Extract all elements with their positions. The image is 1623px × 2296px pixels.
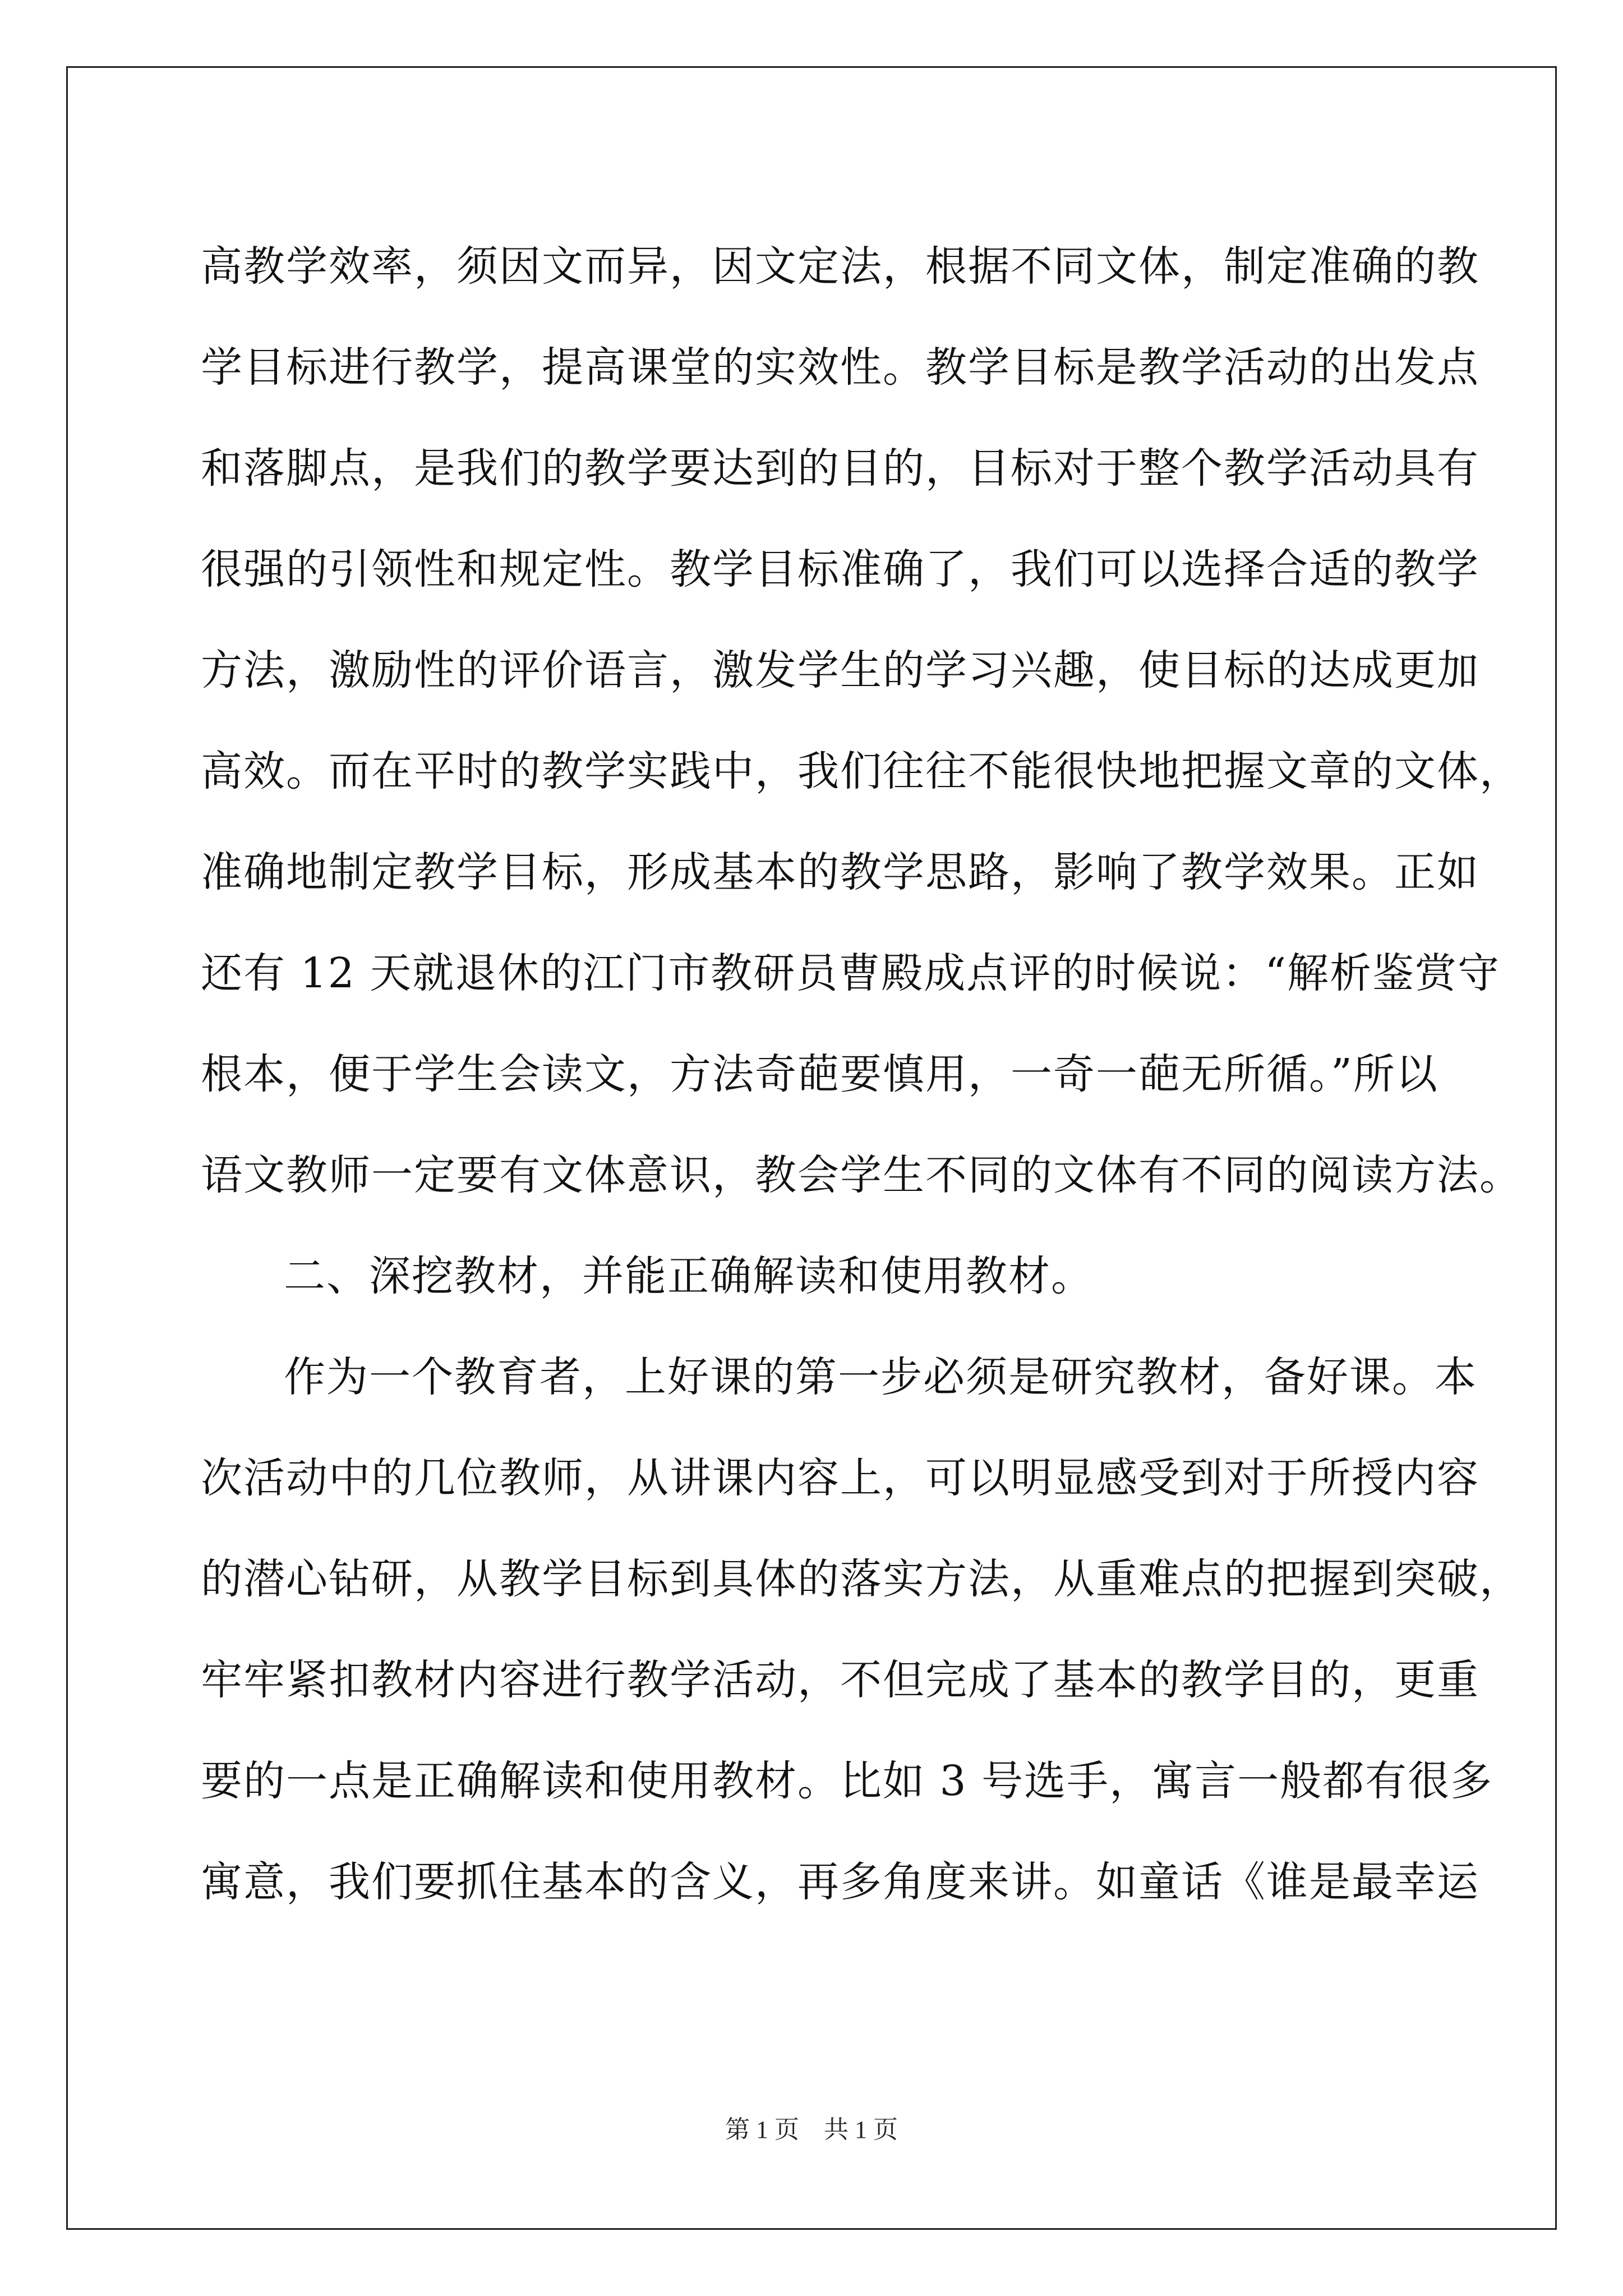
text-line: 还有 12 天就退休的江门市教研员曹殿成点评的时候说：“解析鉴赏守 bbox=[201, 949, 1501, 997]
document-body bbox=[201, 216, 1522, 1932]
text-line: 语文教师一定要有文体意识，教会学生不同的文体有不同的阅读方法。 bbox=[201, 1151, 1522, 1199]
text-line: 高教学效率，须因文而异，因文定法，根据不同文体，制定准确的教 bbox=[201, 242, 1479, 291]
text-line: 寓意，我们要抓住基本的含义，再多角度来讲。如童话《谁是最幸运 bbox=[201, 1858, 1479, 1906]
text-line: 很强的引领性和规定性。教学目标准确了，我们可以选择合适的教学 bbox=[201, 545, 1479, 593]
text-line: 次活动中的几位教师，从讲课内容上，可以明显感受到对于所授内容 bbox=[201, 1454, 1479, 1502]
text-line: 准确地制定教学目标，形成基本的教学思路，影响了教学效果。正如 bbox=[201, 848, 1479, 896]
text-line: 作为一个教育者，上好课的第一步必须是研究教材，备好课。本 bbox=[284, 1353, 1477, 1401]
text-line: 要的一点是正确解读和使用教材。比如 3 号选手，寓言一般都有很多 bbox=[201, 1757, 1493, 1805]
text-line: 二、深挖教材，并能正确解读和使用教材。 bbox=[284, 1252, 1094, 1300]
text-line: 方法，激励性的评价语言，激发学生的学习兴趣，使目标的达成更加 bbox=[201, 646, 1479, 694]
page-footer: 第 1 页 共 1 页 bbox=[725, 2116, 898, 2143]
text-line: 和落脚点，是我们的教学要达到的目的，目标对于整个教学活动具有 bbox=[201, 444, 1479, 493]
text-line: 的潜心钻研，从教学目标到具体的落实方法，从重难点的把握到突破， bbox=[201, 1555, 1522, 1603]
text-line: 学目标进行教学，提高课堂的实效性。教学目标是教学活动的出发点 bbox=[201, 343, 1479, 392]
text-line: 牢牢紧扣教材内容进行教学活动，不但完成了基本的教学目的，更重 bbox=[201, 1656, 1479, 1704]
text-line: 高效。而在平时的教学实践中，我们往往不能很快地把握文章的文体， bbox=[201, 747, 1522, 795]
text-line: 根本，便于学生会读文，方法奇葩要慎用，一奇一葩无所循。”所以 bbox=[201, 1050, 1438, 1098]
